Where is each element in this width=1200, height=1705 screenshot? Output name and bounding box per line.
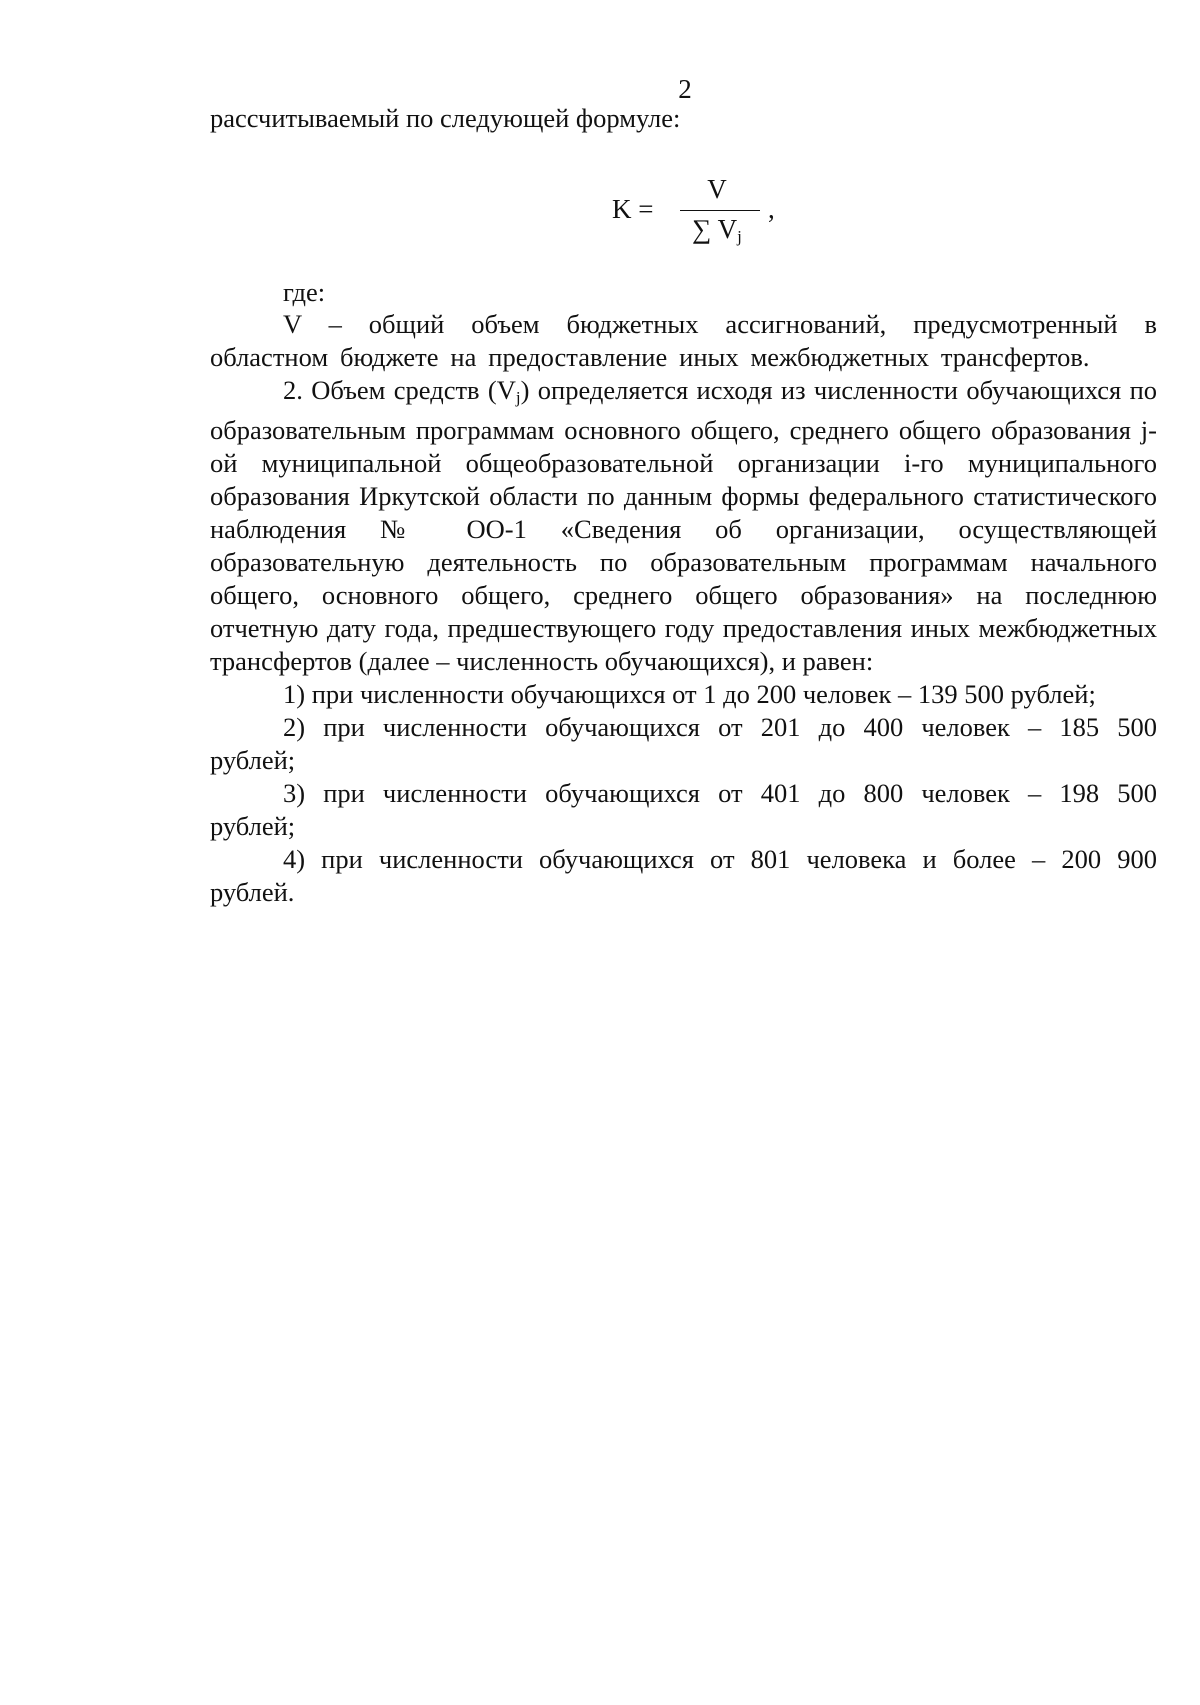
paragraph-2-rest: ) определяется исходя из численности обучающихся по образовательным программам основного общего, среднего общего образования j-ой муниципальной общеобразовательной организации i-го муниципального образования Иркутской области по данным формы федерального статистического наблюдения № ОО-1 «Сведения об организации, осуществляющей образовательную деятельность по образовательным программам начального общего, основного общего, среднего общего образования» на последнюю отчетную дату года, предшествующего году предоставления иных межбюджетных трансфертов (далее – численность обучающихся), и равен: — [210, 375, 1158, 676]
paragraph-2-lead: 2. Объем средств (V — [283, 375, 516, 405]
where-label: где: — [283, 277, 326, 307]
list-item-1: 1) при численности обучающихся от 1 до 200 человек – 139 500 рублей; — [283, 679, 1096, 709]
formula-denominator — [672, 214, 762, 247]
list-item-2: 2) при численности обучающихся от 201 до 400 человек – 185 500 рублей; — [210, 712, 1157, 775]
intro-line: рассчитываемый по следующей формуле: — [210, 103, 681, 133]
formula-denominator-subscript: j — [737, 227, 742, 246]
list-item-3: 3) при численности обучающихся от 401 до 800 человек – 198 500 рублей; — [210, 778, 1157, 841]
formula-numerator: V — [707, 174, 727, 204]
formula-comma: , — [768, 194, 775, 224]
body-text — [210, 308, 1157, 909]
paragraph-2 — [210, 374, 1157, 678]
list-item-4: 4) при численности обучающихся от 801 человека и более – 200 900 рублей. — [210, 844, 1157, 907]
paragraph-2-subscript: j — [515, 388, 521, 407]
definition-v: V – общий объем бюджетных ассигнований, предусмотренный в областном бюджете на предоставление иных межбюджетных трансфертов. — [210, 309, 1157, 372]
formula-denominator-symbol: ∑ V — [692, 214, 738, 244]
formula-lhs: K = — [612, 194, 654, 224]
fraction-bar — [680, 210, 760, 211]
page-number: 2 — [678, 74, 692, 104]
